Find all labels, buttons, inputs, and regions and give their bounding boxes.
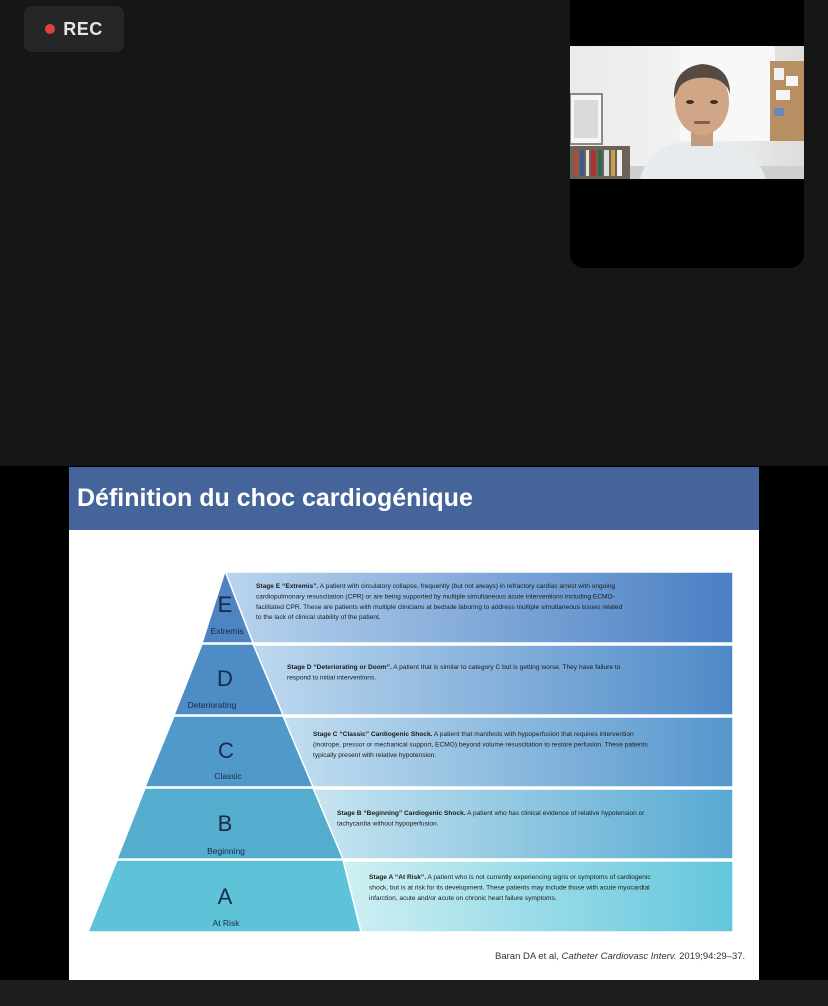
stage-b-letter: B [217,811,233,836]
stage-e-letter: E [217,592,233,617]
stage-c-description-line: typically present with relative hypotension. [313,751,437,759]
cardiogenic-shock-pyramid [69,530,759,950]
stage-b-description-line: Stage B “Beginning” Cardiogenic Shock. A patient who has clinical evidence of relative hypotension or [337,810,645,817]
stage-e-description-line: cardiopulmonary resuscitation (CPR) or are being supported by multiple simultaneous acute interventions including ECMO- [256,593,615,601]
recording-label: REC [63,18,103,39]
participant-video [570,46,804,179]
stage-b-name: Beginning [207,846,245,856]
stage-b-description-line: tachycardia without hypoperfusion. [337,820,439,828]
stage-d-description-line: Stage D “Deteriorating or Doom”. A patient that is similar to category C but is getting worse. They have failure to [287,664,621,671]
citation-journal: Catheter Cardiovasc Interv. [561,951,677,962]
recording-dot-icon [45,24,55,34]
stage-e-description-line: to the lack of clinical stability of the patient. [256,614,381,622]
stage-a-name: At Risk [212,918,240,928]
presentation-slide [69,467,759,981]
stage-e-name: Extremis [210,626,244,636]
stage-c-description-line: Stage C “Classic” Cardiogenic Shock. A patient that manifests with hypoperfusion that requires intervention [313,731,634,738]
stage-d-description-line: respond to initial interventions. [287,674,377,682]
recording-indicator [24,6,124,52]
participant-video-tile[interactable] [570,0,804,268]
stage-a-description-line: shock, but is at risk for its development. These patients may include those with acute myocardial [369,884,650,892]
stage-c-letter: C [218,738,234,763]
stage-c-name: Classic [214,771,242,781]
stage-a-description-line: Stage A “At Risk”. A patient who is not currently experiencing signs or symptoms of cardiogenic [369,874,651,881]
meeting-bottom-bar [0,980,828,1006]
stage-e-description-line: facilitated CPR. These are patients with multiple clinicians at bedside laboring to address multiple simultaneous issues related [256,603,623,611]
stage-c-description-line: (inotrope, pressor or mechanical support, ECMO) beyond volume resuscitation to restore perfusion. These patients [313,741,648,749]
stage-e-description-line: Stage E “Extremis”. A patient with circulatory collapse, frequently (but not always) in refractory cardiac arrest with ongoing [256,583,616,590]
slide-citation [495,951,745,962]
slide-title: Définition du choc cardiogénique [77,484,473,512]
citation-authors: Baran DA et al, [495,951,559,962]
citation-reference: 2019;94:29–37. [679,951,746,962]
slide-header [69,467,759,530]
stage-a-letter: A [217,884,233,909]
stage-d-name: Deteriorating [187,700,237,710]
stage-a-description-line: infarction, acute and/or acute on chronic heart failure symptoms. [369,894,557,902]
stage-d-letter: D [217,666,233,691]
